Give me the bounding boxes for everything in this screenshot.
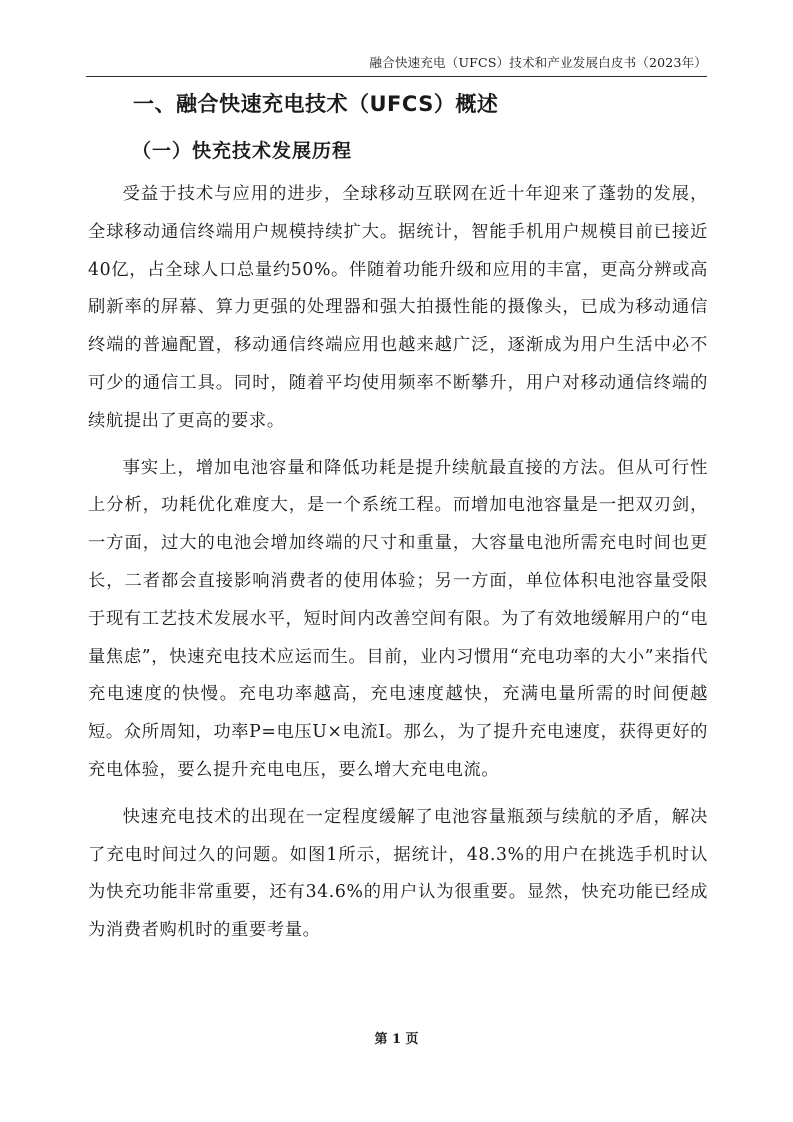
paragraph-3: 快速充电技术的出现在一定程度缓解了电池容量瓶颈与续航的矛盾，解决了充电时间过久的问题。如图1所示，据统计，48.3%的用户在挑选手机时认为快充功能非常重要，还有34.6%的用户认为很重要。显然，快充功能已经成为消费者购机时的重要考量。 [88, 806, 708, 941]
subsection-title: （一）快充技术发展历程 [132, 140, 353, 162]
body-text [88, 176, 708, 959]
page-number: 第 1 页 [374, 1032, 419, 1047]
section-title: 一、融合快速充电技术（UFCS）概述 [133, 92, 499, 116]
running-header: 融合快速充电（UFCS）技术和产业发展白皮书（2023年） [369, 55, 707, 70]
paragraph-1: 受益于技术与应用的进步，全球移动互联网在近十年迎来了蓬勃的发展，全球移动通信终端用户规模持续扩大。据统计，智能手机用户规模目前已接近40亿，占全球人口总量约50%。伴随着功能升级和应用的丰富，更高分辨或高刷新率的屏幕、算力更强的处理器和强大拍摄性能的摄像头，已成为移动通信终端的普遍配置，移动通信终端应用也越来越广泛，逐渐成为用户生活中必不可少的通信工具。同时，随着平均使用频率不断攀升，用户对移动通信终端的续航提出了更高的要求。 [88, 184, 708, 431]
header-rule [86, 76, 707, 77]
paragraph-2: 事实上，增加电池容量和降低功耗是提升续航最直接的方法。但从可行性上分析，功耗优化难度大，是一个系统工程。而增加电池容量是一把双刃剑，一方面，过大的电池会增加终端的尺寸和重量，大容量电池所需充电时间也更长，二者都会直接影响消费者的使用体验；另一方面，单位体积电池容量受限于现有工艺技术发展水平，短时间内改善空间有限。为了有效地缓解用户的“电量焦虑”，快速充电技术应运而生。目前，业内习惯用“充电功率的大小”来指代充电速度的快慢。充电功率越高，充电速度越快，充满电量所需的时间便越短。众所周知，功率P=电压U×电流I。那么，为了提升充电速度，获得更好的充电体验，要么提升充电电压，要么增大充电电流。 [88, 457, 708, 780]
